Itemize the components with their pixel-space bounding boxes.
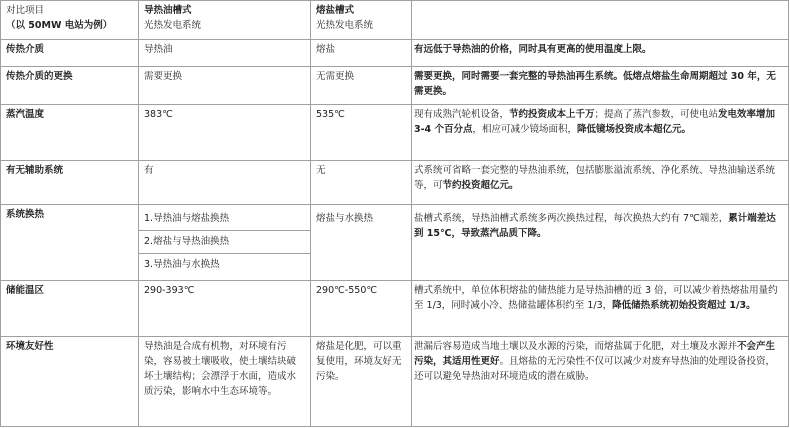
table-row	[1, 281, 789, 337]
table-row	[1, 105, 789, 161]
row-item: 传热介质	[1, 40, 139, 67]
note-text: 有远低于导热油的价格，同时具有更高的使用温度上限。	[414, 44, 652, 55]
note-text: 现有成熟汽轮机设备，	[414, 109, 510, 120]
row-oil: 383℃	[139, 105, 311, 161]
row-note	[412, 40, 789, 67]
header-item	[1, 1, 139, 40]
list-item: 2.熔盐与导热油换热	[139, 230, 310, 253]
note-text: 。且熔盐的无污染性不仅可以减少对废弃导热油的处理设备投资，还可以避免导热油对环境造成的潜在威胁。	[414, 356, 776, 382]
header-row	[1, 1, 789, 40]
row-item: 储能温区	[1, 281, 139, 337]
row-salt: 无	[311, 161, 412, 205]
list-item: 1.导热油与熔盐换热	[144, 213, 230, 224]
row-salt: 535℃	[311, 105, 412, 161]
table-row	[1, 67, 789, 105]
note-text: 不会产生污染，其适用性更好	[414, 341, 776, 367]
table-row	[1, 161, 789, 205]
row-oil: 导热油	[139, 40, 311, 67]
row-note	[412, 161, 789, 205]
list-item: 3.导热油与水换热	[139, 253, 310, 276]
note-text: 节约投资超亿元。	[442, 180, 519, 191]
table-row	[1, 337, 789, 427]
header-item-line2: （以 50MW 电站为例）	[6, 20, 113, 31]
row-salt: 无需更换	[311, 67, 412, 105]
header-oil	[139, 1, 311, 40]
note-text: 降低储热系统初始投资超过 1/3。	[612, 300, 756, 311]
note-text: 发电效率增加 3-4 个百分点	[414, 109, 776, 135]
row-note	[412, 105, 789, 161]
note-text: 需要更换，同时需要一套完整的导热油再生系统。低熔点熔盐生命周期超过 30 年，无需更换。	[414, 71, 776, 97]
header-oil-line1: 导热油槽式	[144, 5, 192, 16]
table-row	[1, 40, 789, 67]
note-text: 累计端差达到 15℃，导致蒸汽品质下降。	[414, 213, 776, 239]
header-salt-line2: 光热发电系统	[316, 20, 374, 31]
row-oil: 导热油是合成有机物，对环境有污染，容易被土壤吸收，使土壤结块破坏土壤结构；会漂浮于水面，造成水质污染，影响水中生态环境等。	[139, 337, 311, 427]
row-note	[412, 205, 789, 281]
row-note	[412, 281, 789, 337]
row-oil-list	[139, 205, 311, 281]
header-item-line1: 对比项目	[6, 5, 45, 16]
header-salt	[311, 1, 412, 40]
note-text: 槽式系统中，单位体积熔盐的储热能力是导热油槽的近 3 倍，可以减少着热熔盐用量约至 1/3，同时减小冷、热储盐罐体积约至 1/3，	[414, 285, 778, 311]
row-note	[412, 67, 789, 105]
row-note	[412, 337, 789, 427]
header-note	[412, 1, 789, 40]
row-salt: 熔盐是化肥，可以重复使用，环境友好无污染。	[311, 337, 412, 427]
row-oil: 需要更换	[139, 67, 311, 105]
row-salt: 熔盐与水换热	[311, 205, 412, 281]
header-oil-line2: 光热发电系统	[144, 20, 202, 31]
note-text: ，相应可减少镜场面积，	[472, 124, 577, 135]
row-salt: 290℃-550℃	[311, 281, 412, 337]
row-item: 有无辅助系统	[1, 161, 139, 205]
header-salt-line1: 熔盐槽式	[316, 5, 355, 16]
note-text: 降低镜场投资成本超亿元。	[577, 124, 692, 135]
row-salt: 熔盐	[311, 40, 412, 67]
note-text: 节约投资成本上千万	[509, 109, 595, 120]
table-row	[1, 205, 789, 281]
note-text: 式系统可省略一套完整的导热油系统，包括膨胀溢流系统、净化系统、导热油输送系统等，可	[414, 165, 776, 191]
row-item: 蒸汽温度	[1, 105, 139, 161]
row-oil: 有	[139, 161, 311, 205]
note-text: 盐槽式系统，导热油槽式系统多两次换热过程，每次换热大约有 7℃端差，	[414, 213, 729, 224]
note-text: 泄漏后容易造成当地土壤以及水源的污染，而熔盐属于化肥，对土壤及水源并	[414, 341, 738, 352]
row-item: 系统换热	[1, 205, 139, 281]
row-item: 环境友好性	[1, 337, 139, 427]
note-text: ；提高了蒸汽参数，可使电站	[594, 109, 719, 120]
row-item: 传热介质的更换	[1, 67, 139, 105]
row-oil: 290-393℃	[139, 281, 311, 337]
